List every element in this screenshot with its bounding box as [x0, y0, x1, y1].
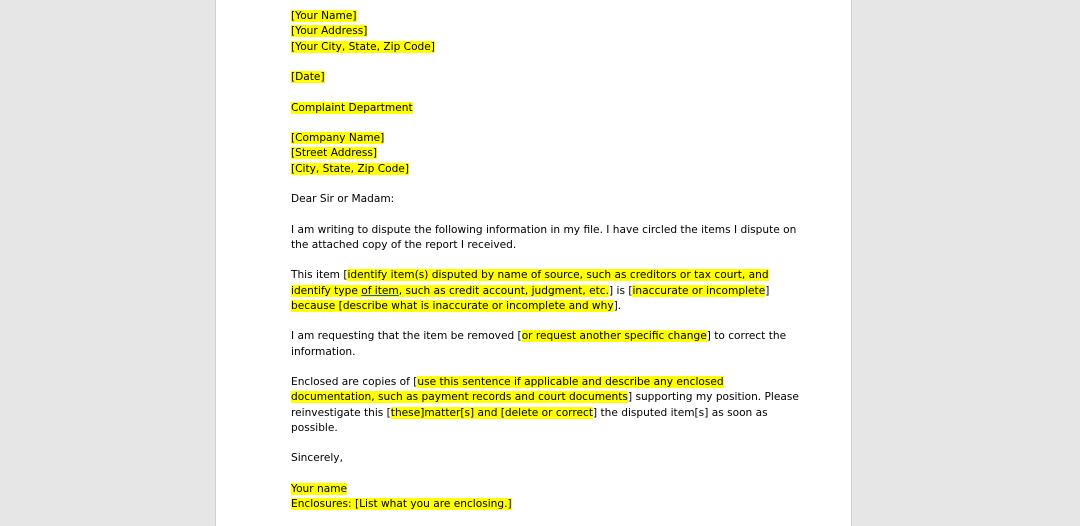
recipient-city: [City, State, Zip Code]	[291, 162, 409, 175]
paragraph-3-line-1	[291, 329, 786, 344]
sender-city: [Your City, State, Zip Code]	[291, 40, 435, 53]
placeholder-highlight: use this sentence if applicable and describe any enclosed	[417, 376, 724, 388]
sender-block	[291, 9, 786, 24]
letter-body[interactable]	[291, 9, 799, 512]
text-run: Enclosed are copies of [	[291, 376, 418, 388]
paragraph-2-line-1	[291, 268, 786, 283]
letter-date: [Date]	[291, 71, 325, 83]
enclosures-line: Enclosures: [List what you are enclosing.]	[291, 498, 512, 510]
text-run: ] the disputed item[s] as soon as	[592, 406, 768, 419]
placeholder-highlight: describe what is inaccurate or incomplete and why	[342, 299, 614, 312]
paragraph-1-line-2: the attached copy of the report I received.	[291, 238, 517, 251]
department-line: Complaint Department	[291, 101, 413, 114]
paragraph-4-line-3	[291, 406, 786, 421]
paragraph-3-line-2: information.	[291, 345, 356, 358]
placeholder-highlight: identify type	[291, 284, 362, 297]
placeholder-highlight: or request another specific change	[521, 330, 707, 343]
text-run: ] is [	[609, 284, 633, 297]
paragraph-2-line-3	[291, 299, 786, 314]
paragraph-1-line-1: I am writing to dispute the following information in my file. I have circled the items I dispute on	[291, 223, 797, 236]
placeholder-highlight: identify item(s) disputed by name of source, such as creditors or tax court, and	[347, 269, 769, 282]
paragraph-4-line-2	[291, 390, 799, 405]
text-run: ] supporting my position. Please	[627, 391, 799, 404]
signature-name: Your name	[291, 482, 348, 495]
text-run: reinvestigate this [	[291, 406, 391, 419]
sender-name: [Your Name]	[291, 10, 357, 22]
closing: Sincerely,	[291, 452, 343, 465]
salutation: Dear Sir or Madam:	[291, 193, 395, 205]
placeholder-highlight: documentation, such as payment records and court documents	[291, 391, 628, 404]
placeholder-highlight: these]matter[s] and [delete or correct	[390, 406, 593, 419]
text-run: This item [	[291, 269, 348, 282]
text-run: ] to correct the	[706, 330, 787, 343]
paragraph-4-line-1	[291, 375, 786, 390]
recipient-company: [Company Name]	[291, 132, 385, 144]
paragraph-2-line-2	[291, 284, 786, 299]
text-run: ]	[765, 284, 770, 297]
recipient-street: [Street Address]	[291, 147, 378, 160]
placeholder-highlight: , such as credit account, judgment, etc.	[398, 284, 609, 297]
spellcheck-underline: of item	[361, 284, 399, 297]
text-run: ].	[613, 299, 622, 312]
text-run: I am requesting that the item be removed [	[291, 330, 522, 343]
document-page	[215, 0, 852, 526]
placeholder-highlight: because [	[291, 299, 343, 312]
placeholder-highlight: inaccurate or incomplete	[632, 284, 766, 297]
paragraph-4-line-4: possible.	[291, 421, 338, 434]
sender-address: [Your Address]	[291, 25, 368, 38]
